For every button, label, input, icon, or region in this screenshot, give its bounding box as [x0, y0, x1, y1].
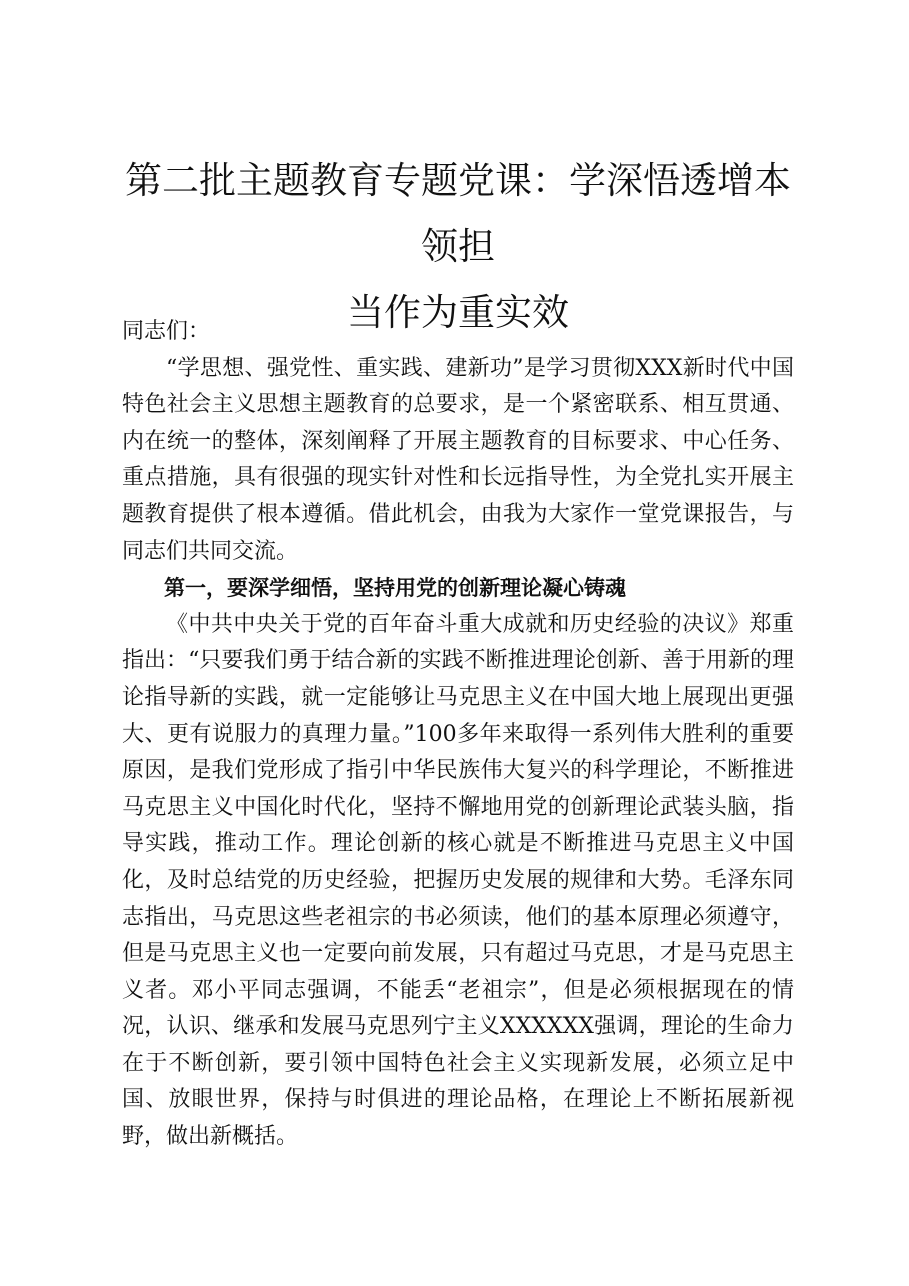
section-heading-1: 第一，要深学细悟，坚持用党的创新理论凝心铸魂	[164, 576, 626, 601]
title-line-2: 当作为重实效	[347, 291, 569, 334]
title-line-1: 第二批主题教育专题党课：学深悟透增本领担	[125, 159, 791, 268]
document-body	[122, 314, 794, 1156]
salutation: 同志们：	[122, 319, 211, 344]
paragraph-section-1: 《中共中央关于党的百年奋斗重大成就和历史经验的决议》郑重指出：“只要我们勇于结合新的实践不断推进理论创新、善于用新的理论指导新的实践，就一定能够让马克思主义在中国大地上展现出更强大、更有说服力的真理力量。”100多年来取得一系列伟大胜利的重要原因，是我们党形成了指引中华民族伟大复兴的科学理论，不断推进马克思主义中国化时代化，坚持不懈地用党的创新理论武装头脑，指导实践，推动工作。理论创新的核心就是不断推进马克思主义中国化，及时总结党的历史经验，把握历史发展的规律和大势。毛泽东同志指出，马克思这些老祖宗的书必须读，他们的基本原理必须遵守，但是马克思主义也一定要向前发展，只有超过马克思，才是马克思主义者。邓小平同志强调，不能丢“老祖宗”，但是必须根据现在的情况，认识、继承和发展马克思列宁主义XXXXXX强调，理论的生命力在于不断创新，要引领中国特色社会主义实现新发展，必须立足中国、放眼世界，保持与时俱进的理论品格，在理论上不断拓展新视野，做出新概括。	[122, 611, 794, 1150]
paragraph-intro: “学思想、强党性、重实践、建新功”是学习贯彻XXX新时代中国特色社会主义思想主题教育的总要求，是一个紧密联系、相互贯通、内在统一的整体，深刻阐释了开展主题教育的目标要求、中心任务、重点措施，具有很强的现实针对性和长远指导性，为全党扎实开展主题教育提供了根本遵循。借此机会，由我为大家作一堂党课报告，与同志们共同交流。	[122, 355, 794, 564]
